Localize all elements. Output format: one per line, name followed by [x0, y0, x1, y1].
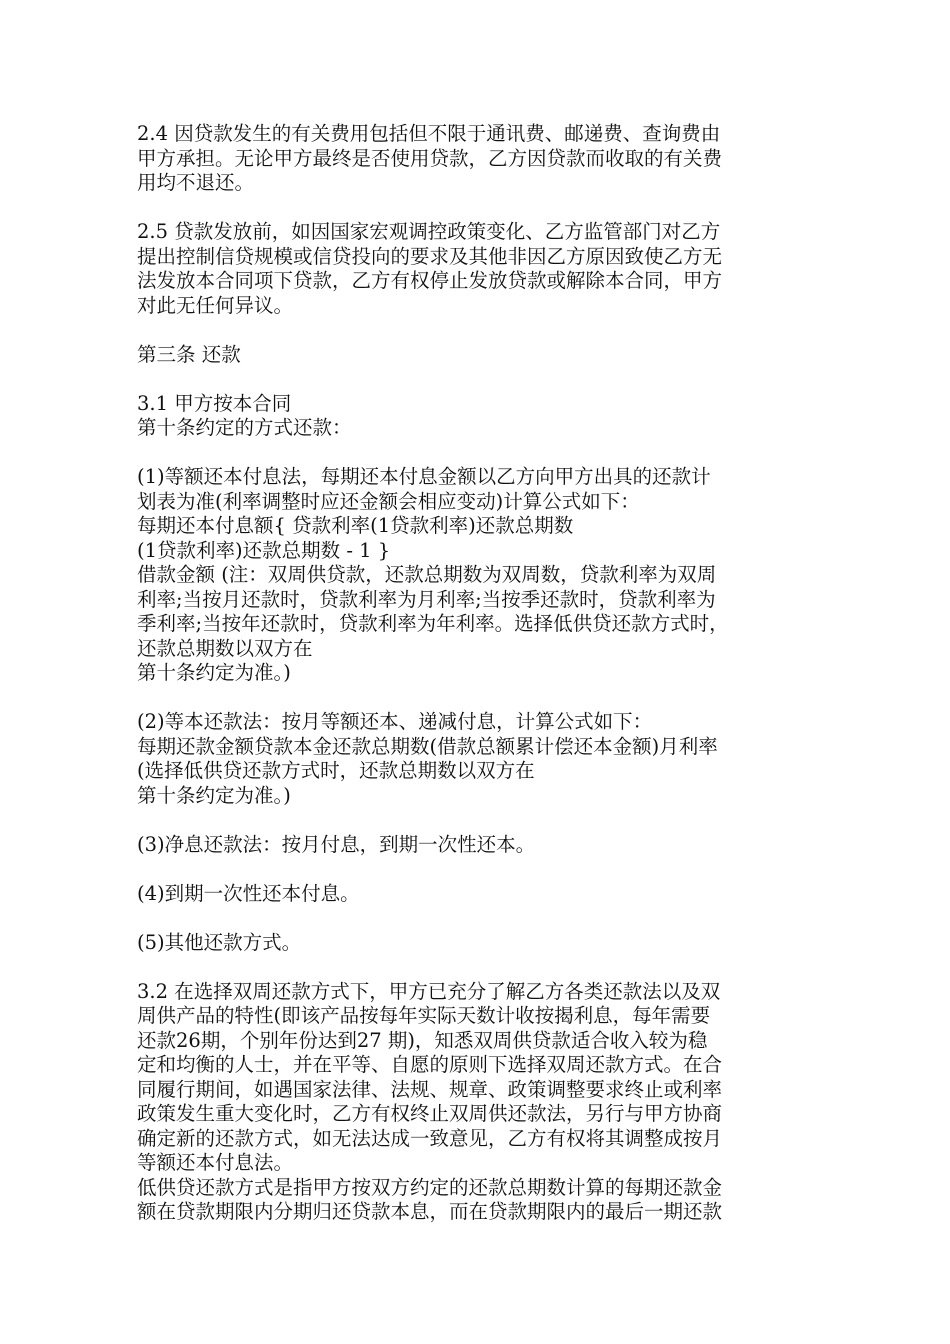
text-line: 低供贷还款方式是指甲方按双方约定的还款总期数计算的每期还款金	[137, 1175, 723, 1199]
text-line: 确定新的还款方式，如无法达成一致意见，乙方有权将其调整成按月	[137, 1126, 723, 1150]
text-line: 用均不退还。	[137, 171, 255, 194]
text-line: 借款金额 (注：双周供贷款，还款总期数为双周数，贷款利率为双周	[137, 563, 717, 586]
text-line: 利率;当按月还款时，贷款利率为月利率;当按季还款时，贷款利率为	[137, 587, 716, 611]
text-line: (5)其他还款方式。	[137, 930, 302, 954]
formula-line: (1贷款利率)还款总期数 - 1 }	[137, 538, 391, 562]
clause-3-1	[137, 392, 837, 441]
text-line: 2.5 贷款发放前，如因国家宏观调控政策变化、乙方监管部门对乙方	[137, 220, 721, 243]
repayment-method-4	[137, 882, 837, 907]
text-line: (2)等本还款法：按月等额还本、递减付息，计算公式如下：	[137, 710, 653, 733]
clause-2-5	[137, 220, 837, 318]
text-line: 额在贷款期限内分期归还贷款本息，而在贷款期限内的最后一期还款	[137, 1200, 723, 1223]
formula-line: 每期还本付息额{ 贷款利率(1贷款利率)还款总期数	[137, 514, 574, 537]
text-line: 等额还本付息法。	[137, 1151, 294, 1174]
text-line: 3.2 在选择双周还款方式下，甲方已充分了解乙方各类还款法以及双	[137, 979, 721, 1003]
text-line: (选择低供贷还款方式时，还款总期数以双方在	[137, 759, 535, 782]
text-line: 第十条约定的方式还款：	[137, 416, 352, 439]
text-line: (4)到期一次性还本付息。	[137, 881, 360, 905]
document-body	[137, 122, 837, 1225]
text-line: 第十条约定为准。)	[137, 783, 291, 807]
text-line: 3.1 甲方按本合同	[137, 391, 292, 415]
text-line: 周供产品的特性(即该产品按每年实际天数计收按揭利息，每年需要	[137, 1004, 711, 1027]
text-line: 提出控制信贷规模或信贷投向的要求及其他非因乙方原因致使乙方无	[137, 244, 723, 268]
clause-2-4	[137, 122, 837, 196]
repayment-method-1	[137, 465, 837, 686]
text-line: (3)净息还款法：按月付息，到期一次性还本。	[137, 832, 536, 856]
text-line: 划表为准(利率调整时应还金额会相应变动)计算公式如下：	[137, 489, 640, 513]
text-line: 第十条约定为准。)	[137, 661, 291, 684]
formula-line: 每期还款金额贷款本金还款总期数(借款总额累计偿还本金额)月利率	[137, 734, 718, 758]
text-line: 甲方承担。无论甲方最终是否使用贷款，乙方因贷款而收取的有关费	[137, 146, 723, 170]
text-line: 法发放本合同项下贷款，乙方有权停止发放贷款或解除本合同，甲方	[137, 269, 723, 292]
text-line: 还款总期数以双方在	[137, 636, 313, 660]
article-3-heading	[137, 343, 837, 368]
text-line: 2.4 因贷款发生的有关费用包括但不限于通讯费、邮递费、查询费由	[137, 122, 721, 145]
text-line: 对此无任何异议。	[137, 293, 294, 317]
text-line: 政策发生重大变化时，乙方有权终止双周供还款法，另行与甲方协商	[137, 1102, 723, 1125]
text-line: 同履行期间，如遇国家法律、法规、规章、政策调整要求终止或利率	[137, 1077, 723, 1101]
text-line: (1)等额还本付息法，每期还本付息金额以乙方向甲方出具的还款计	[137, 465, 711, 488]
text-line: 季利率;当按年还款时，贷款利率为年利率。选择低供贷还款方式时，	[137, 612, 729, 635]
text-line: 还款26期，个别年份达到27 期)，知悉双周供贷款适合收入较为稳	[137, 1028, 708, 1052]
repayment-method-2	[137, 710, 837, 808]
clause-3-2	[137, 980, 837, 1225]
repayment-method-3	[137, 833, 837, 858]
repayment-method-5	[137, 931, 837, 956]
section-heading: 第三条 还款	[137, 342, 241, 366]
text-line: 定和均衡的人士，并在平等、自愿的原则下选择双周还款方式。在合	[137, 1053, 723, 1076]
